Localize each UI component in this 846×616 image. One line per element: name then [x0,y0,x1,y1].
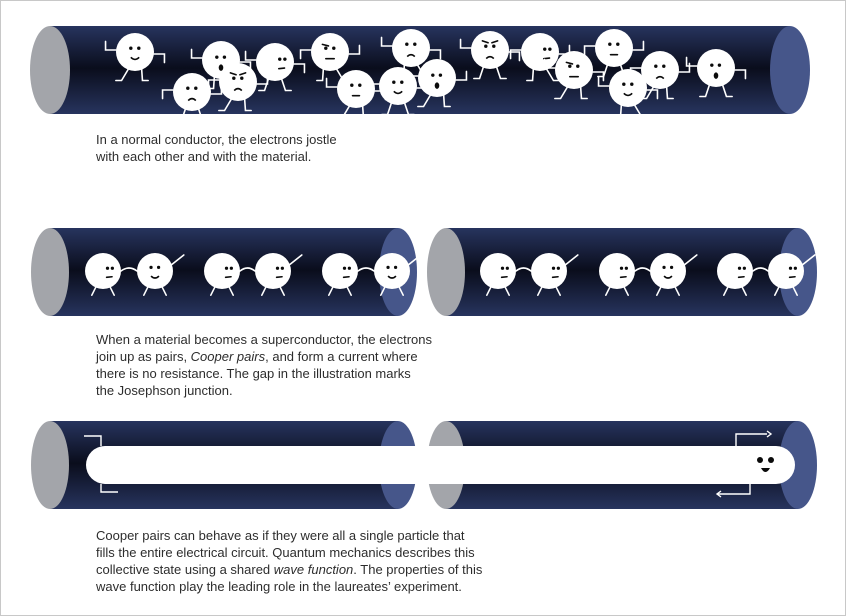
caption-normal-conductor: In a normal conductor, the electrons jostle with each other and with the material. [96,132,337,164]
caption-text-run: When a material becomes a superconductor, the electrons join up as pairs, [96,332,433,364]
face-eye [718,63,721,66]
face-eye [137,46,140,49]
face-eye [240,76,243,79]
face-eye [501,267,504,270]
face-eye [794,267,797,270]
face-eye [757,457,763,463]
face-eye [405,42,408,45]
face-eye [738,267,741,270]
tube-open-end [31,228,69,316]
face-eye [232,76,235,79]
face-eye [129,46,132,49]
face-eye [348,267,351,270]
electron-body [173,73,211,111]
face-eye [506,267,509,270]
tube-open-end [30,26,70,114]
face-eye [630,82,633,85]
tube-end-cap [770,26,810,114]
electron-body [219,63,257,101]
face-eye [215,55,218,58]
face-eye [343,267,346,270]
face-mouth [544,58,550,59]
face-eye [283,57,286,60]
face-eye [400,80,403,83]
electron-body [379,67,417,105]
face-eye [543,47,546,50]
electron-body [116,33,154,71]
face-eye [350,83,353,86]
electron-body [255,253,291,289]
face-eye [157,266,160,269]
electron-body [392,29,430,67]
tube-open-end [31,421,69,509]
face-eye [439,73,442,76]
face-mouth [107,277,112,278]
electron-body [531,253,567,289]
face-eye [557,267,560,270]
face-eye [431,73,434,76]
face-eye [111,267,114,270]
face-eye [223,55,226,58]
tube-open-end [427,228,465,316]
face-mouth [219,64,224,70]
electron-body [256,43,294,81]
face-eye [492,44,495,47]
electron-body [595,29,633,67]
face-eye [225,267,228,270]
caption-wave-function [96,527,536,595]
face-eye [662,266,665,269]
electron-body [521,33,559,71]
electron-body [471,31,509,69]
face-eye [392,80,395,83]
face-eye [576,64,579,67]
face-eye [743,267,746,270]
face-eye [620,267,623,270]
electron-body [480,253,516,289]
electron-body [322,253,358,289]
face-eye [194,86,197,89]
face-mouth [279,68,285,69]
face-mouth [621,277,626,278]
electron-body [609,69,647,107]
electron-body [650,253,686,289]
face-mouth [739,277,744,278]
face-eye [622,82,625,85]
face-eye [662,64,665,67]
face-eye [710,63,713,66]
face-eye [484,44,487,47]
face-eye [768,457,774,463]
face-eye [552,267,555,270]
electron-body [768,253,804,289]
face-eye [789,267,792,270]
electron-body [374,253,410,289]
wave-function-body [86,446,795,484]
electron-body [555,51,593,89]
face-mouth [277,277,282,278]
wave-function-band [86,446,795,484]
electron-body [85,253,121,289]
face-mouth [502,277,507,278]
electron-body [311,33,349,71]
face-eye [324,46,327,49]
face-eye [413,42,416,45]
face-eye [332,46,335,49]
face-mouth [226,277,231,278]
face-mouth [790,277,795,278]
caption-italic-term: wave function [273,562,354,577]
face-eye [276,267,279,270]
caption-italic-term: Cooper pairs [190,349,266,364]
face-mouth [714,72,719,78]
face-mouth [553,277,558,278]
face-eye [670,266,673,269]
electron-body [717,253,753,289]
electron-body [418,59,456,97]
electron-body [641,51,679,89]
face-eye [281,267,284,270]
face-eye [278,57,281,60]
face-eye [625,267,628,270]
face-eye [548,47,551,50]
caption-text-run: Cooper pairs can behave as if they were all a single particle that fills the entire electrical circuit. Quantum mechanics describes this collective state using a shared [96,528,475,577]
electron-body [599,253,635,289]
face-eye [149,266,152,269]
electron-body [697,49,735,87]
face-eye [654,64,657,67]
face-eye [394,266,397,269]
face-eye [616,42,619,45]
caption-superconductor [96,331,476,399]
face-eye [230,267,233,270]
face-eye [358,83,361,86]
face-eye [106,267,109,270]
face-mouth [435,82,440,88]
face-eye [568,64,571,67]
caption-text-run: , and form a current where there is no resistance. The gap in the illustration marks the Josephson junction. [96,349,418,398]
face-eye [186,86,189,89]
electron-body [204,253,240,289]
face-mouth [344,277,349,278]
face-eye [608,42,611,45]
electron-body [137,253,173,289]
face-eye [386,266,389,269]
caption-text-run: . The properties of this wave function play the leading role in the laureates’ experiment. [96,562,483,594]
